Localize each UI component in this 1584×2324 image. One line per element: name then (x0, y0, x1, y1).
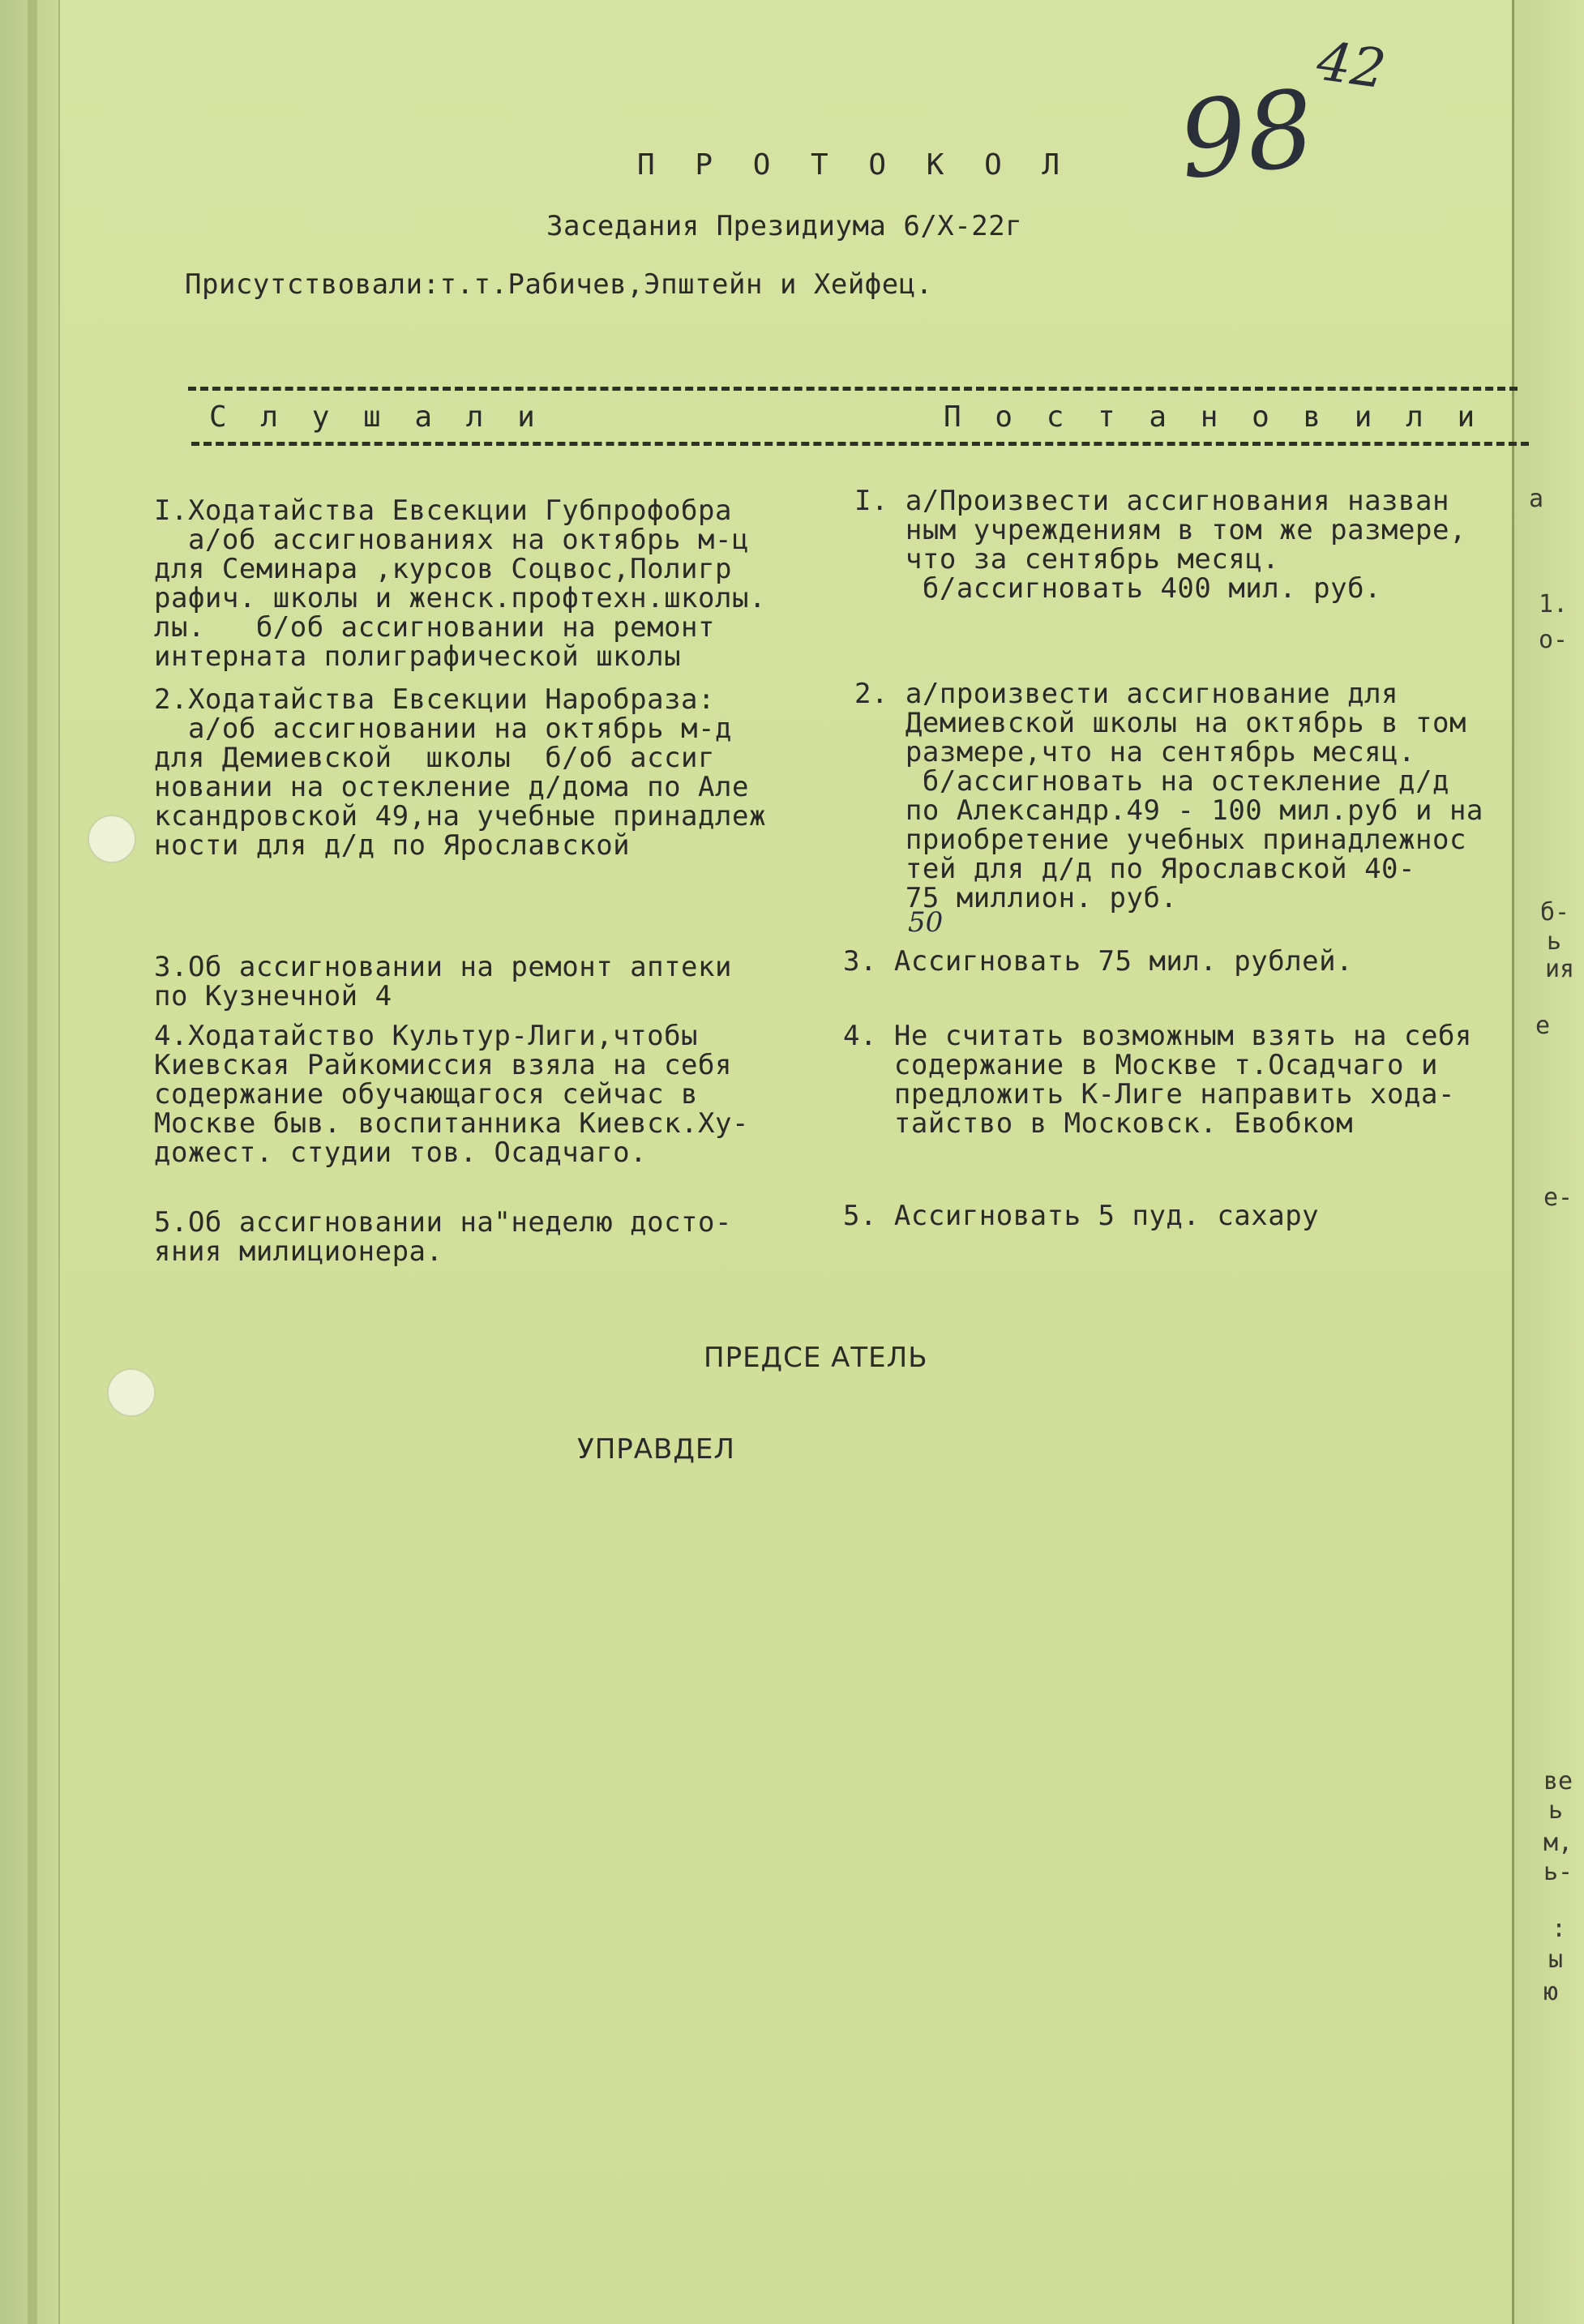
edge-fragment: : (1552, 1915, 1567, 1943)
edge-fragment: е- (1543, 1183, 1573, 1212)
divider-line-bottom (191, 442, 1529, 446)
item-1-decided: I. а/Произвести ассигнования назван ным учреждениям в том же размере, что за сентябрь месяц. б/ассигновать 400 мил. руб. (854, 485, 1466, 605)
edge-fragment: а (1529, 485, 1544, 513)
edge-fragment: ь (1547, 927, 1562, 956)
edge-fragment: ия (1545, 955, 1575, 983)
item-3-decided: 3. Ассигновать 75 мил. рублей. (843, 945, 1354, 978)
column-header-heard: С л у ш а л и (209, 400, 543, 434)
column-header-decided: П о с т а н о в и л и (944, 400, 1483, 434)
item-3-heard: 3.Об ассигновании на ремонт аптеки по Кузнечной 4 (154, 951, 732, 1012)
item-5-heard: 5.Об ассигновании на"неделю досто- яния милиционера. (154, 1206, 732, 1268)
edge-fragment: ю (1543, 1978, 1559, 2006)
chairman-signature-label: ПРЕДСЕ АТЕЛЬ (704, 1342, 928, 1374)
edge-fragment: е (1535, 1012, 1551, 1040)
archive-folio-number-secondary: 42 (1313, 29, 1389, 101)
item-5-decided: 5. Ассигновать 5 пуд. сахару (843, 1200, 1320, 1232)
page-title: П Р О Т О К О Л (637, 148, 1072, 182)
item-4-heard: 4.Ходатайство Культур-Лиги,чтобы Киевская Райкомиссия взяла на себя содержание обучающагося сейчас в Москве быв. воспитанника Киевск.Ху- дожест. студии тов. Осадчаго. (154, 1020, 749, 1169)
handwritten-correction: 50 (908, 906, 944, 939)
next-page-strip (1512, 0, 1584, 2324)
attendees-line: Присутствовали:т.т.Рабичев,Эпштейн и Хейфец. (185, 268, 933, 301)
item-2-heard: 2.Ходатайства Евсекции Наробраза: а/об ассигновании на октябрь м-д для Демиевской школы б/об ассиг новании на остекление д/дома по Але ксандровской 49,на учебные принадлеж ности для д/д по Ярославской (154, 683, 766, 862)
divider-line-top (188, 387, 1518, 391)
binding-shadow (28, 0, 37, 2324)
item-1-heard: I.Ходатайства Евсекции Губпрофобра а/об ассигнованиях на октябрь м-ц для Семинара ,курсов Соцвос,Полигр рафич. школы и женск.профтехн.школы. лы. б/об ассигновании на ремонт интерната полиграфической школы (154, 494, 766, 673)
edge-fragment: ве (1543, 1767, 1573, 1795)
meeting-line: Заседания Президиума 6/Х-22г (546, 210, 1023, 242)
archive-folio-number: 98 (1173, 66, 1320, 203)
edge-fragment: 1. (1539, 590, 1569, 618)
edge-fragment: ь- (1543, 1858, 1573, 1886)
punch-hole-top (88, 815, 136, 863)
manager-signature-label: УПРАВДЕЛ (577, 1433, 735, 1466)
punch-hole-bottom (107, 1368, 156, 1417)
edge-fragment: ь (1548, 1796, 1564, 1825)
edge-fragment: ы (1548, 1945, 1564, 1974)
item-2-decided: 2. а/произвести ассигнование для Демиевской школы на октябрь в том размере,что на сентябрь месяц. б/ассигновать на остекление д/д по Александр.49 - 100 мил.руб и на приобретение учебных принадлежнос тей для д/д по Ярославской 40- 75 миллион. руб. (854, 678, 1483, 914)
item-4-decided: 4. Не считать возможным взять на себя содержание в Москве т.Осадчаго и предложить К-Лиге направить хода- тайство в Московск. Евобком (843, 1020, 1472, 1140)
edge-fragment: б- (1540, 898, 1570, 927)
edge-fragment: м, (1543, 1829, 1573, 1857)
edge-fragment: о- (1539, 626, 1569, 654)
